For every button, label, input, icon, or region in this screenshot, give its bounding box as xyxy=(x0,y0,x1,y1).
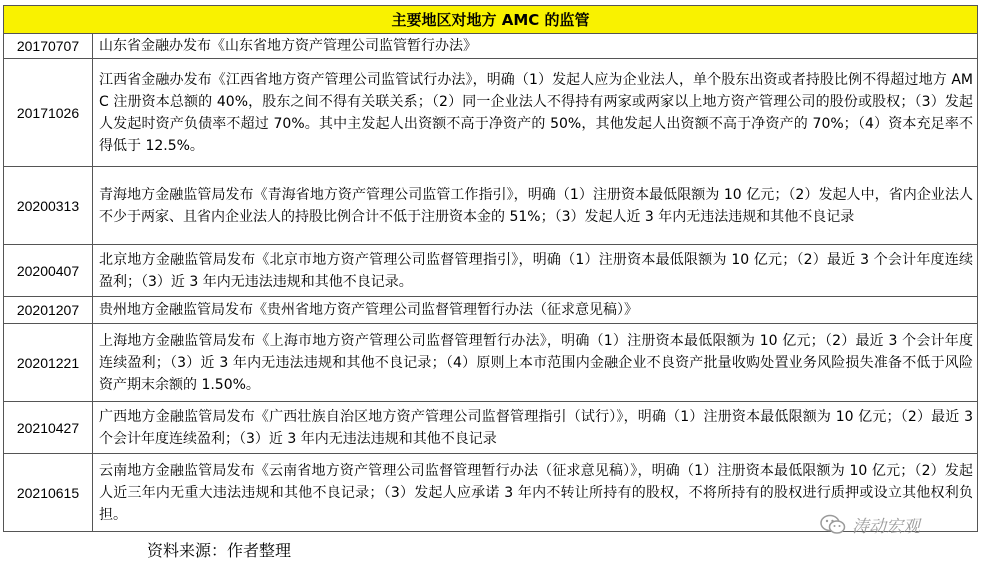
description-cell: 上海地方金融监管局发布《上海市地方资产管理公司监督管理暂行办法》，明确（1）注册资本最低限额为 10 亿元；（2）最近 3 个会计年度连续盈利；（3）近 3 年内无违法违规和其他不良记录；（4）原则上本市范围内金融企业不良资产批量收购处置业务风险损失准备不低于风险资产期末余额的 1.50%。 xyxy=(93,324,978,402)
description-cell: 江西省金融办发布《江西省地方资产管理公司监管试行办法》，明确（1）发起人应为企业法人，单个股东出资或者持股比例不得超过地方 AMC 注册资本总额的 40%，股东之间不得有关联关系；（2）同一企业法人不得持有两家或两家以上地方资产管理公司的股份或股权；（3）发起人发起时资产负债率不超过 70%。其中主发起人出资额不高于净资产的 50%，其他发起人出资额不高于净资产的 70%；（4）资本充足率不得低于 12.5%。 xyxy=(93,59,978,167)
description-cell: 山东省金融办发布《山东省地方资产管理公司监管暂行办法》 xyxy=(93,34,978,59)
date-cell: 20170707 xyxy=(4,34,93,59)
date-cell: 20171026 xyxy=(4,59,93,167)
watermark xyxy=(820,512,920,537)
description-cell: 贵州地方金融监管局发布《贵州省地方资产管理公司监督管理暂行办法（征求意见稿）》 xyxy=(93,297,978,324)
description-cell: 广西地方金融监管局发布《广西壮族自治区地方资产管理公司监督管理指引（试行）》，明确（1）注册资本最低限额为 10 亿元；（2）最近 3 个会计年度连续盈利；（3）近 3 年内无违法违规和其他不良记录 xyxy=(93,402,978,454)
date-cell: 20200313 xyxy=(4,167,93,245)
description-cell: 云南地方金融监管局发布《云南省地方资产管理公司监督管理暂行办法（征求意见稿）》，明确（1）注册资本最低限额为 10 亿元；（2）发起人近三年内无重大违法违规和其他不良记录；（3）发起人应承诺 3 年内不转让所持有的股权，不将所持有的股权进行质押或设立其他权利负担。 xyxy=(93,454,978,532)
date-cell: 20210615 xyxy=(4,454,93,532)
table-title-row xyxy=(4,6,978,34)
table-row xyxy=(4,34,978,59)
wechat-icon xyxy=(820,514,846,536)
table-row xyxy=(4,167,978,245)
date-cell: 20200407 xyxy=(4,245,93,297)
date-cell: 20201221 xyxy=(4,324,93,402)
description-cell: 青海地方金融监管局发布《青海省地方资产管理公司监管工作指引》，明确（1）注册资本最低限额为 10 亿元；（2）发起人中，省内企业法人不少于两家、且省内企业法人的持股比例合计不低于注册资本金的 51%；（3）发起人近 3 年内无违法违规和其他不良记录 xyxy=(93,167,978,245)
table-row xyxy=(4,297,978,324)
table-row xyxy=(4,402,978,454)
source-note: 资料来源：作者整理 xyxy=(147,541,292,560)
table-row xyxy=(4,59,978,167)
table-title: 主要地区对地方 AMC 的监管 xyxy=(4,6,978,34)
date-cell: 20210427 xyxy=(4,402,93,454)
table-row xyxy=(4,245,978,297)
table-row xyxy=(4,324,978,402)
date-cell: 20201207 xyxy=(4,297,93,324)
amc-regulation-table xyxy=(3,5,978,532)
watermark-text: 涛动宏观 xyxy=(852,517,920,537)
description-cell: 北京地方金融监管局发布《北京市地方资产管理公司监督管理指引》，明确（1）注册资本最低限额为 10 亿元；（2）最近 3 个会计年度连续盈利；（3）近 3 年内无违法违规和其他不良记录。 xyxy=(93,245,978,297)
